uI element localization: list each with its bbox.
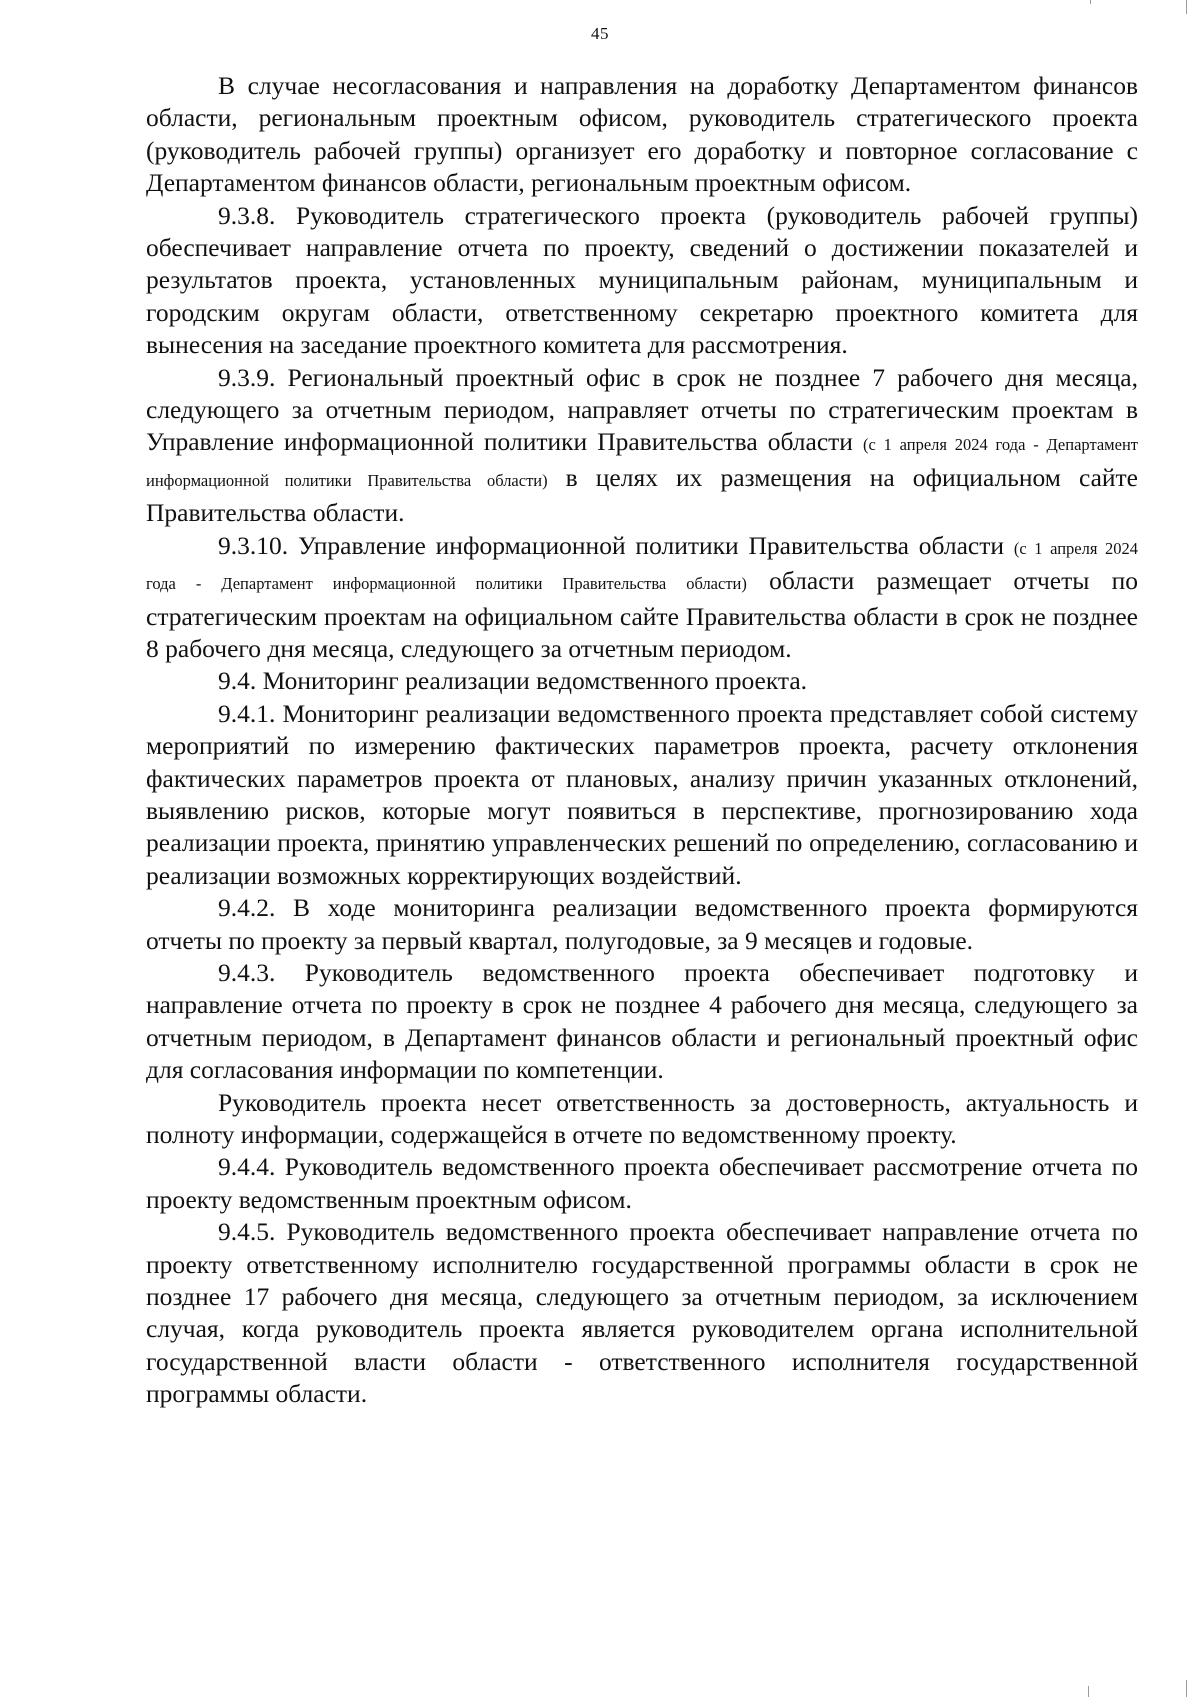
paragraph-text: 9.4.5. Руководитель ведомственного проекта обеспечивает направление отчета по проекту ответственному исполнителю государственной программы области в срок не позднее 17 рабочего дня месяца, следующего за отчетным периодом, за исключением случая, когда руководитель проекта является руководителем органа исполнительной государственной власти области - ответственного исполнителя государственной программы области. (146, 1217, 1138, 1409)
paragraph (146, 1151, 1138, 1216)
paragraph-text: 9.3.9. Региональный проектный офис в срок не позднее 7 рабочего дня месяца, следующего за отчетным периодом, направляет отчеты по стратегическим проектам в Управление информационной политики Правительства области (146, 362, 1138, 457)
paragraph (146, 698, 1138, 892)
paragraph (146, 530, 1138, 666)
inline-note-text: (с 1 апреля 2024 года - Департамент информационной политики Правительства области) (146, 538, 1138, 594)
paragraph-text: Руководитель проекта несет ответственность за достоверность, актуальность и полноту информации, содержащейся в отчете по ведомственному проекту. (146, 1087, 1138, 1149)
paragraph (146, 1216, 1138, 1410)
paragraph (146, 362, 1138, 530)
paragraph-text: 9.4.1. Мониторинг реализации ведомственного проекта представляет собой систему мероприятий по измерению фактических параметров проекта, расчету отклонения фактических параметров проекта от плановых, анализу причин указанных отклонений, выявлению рисков, которые могут появиться в перспективе, прогнозированию хода реализации проекта, принятию управленческих решений по определению, согласованию и реализации возможных корректирующих воздействий. (146, 698, 1138, 890)
paragraph (146, 1087, 1138, 1152)
scan-edge-mark (1090, 0, 1091, 4)
paragraph (146, 70, 1138, 200)
scan-edge-mark (1088, 1686, 1089, 1697)
paragraph-text: 9.4. Мониторинг реализации ведомственного проекта. (218, 666, 808, 696)
document-body (146, 70, 1138, 1411)
paragraph-text: 9.3.10. Управление информационной политики Правительства области (218, 530, 1014, 560)
paragraph-text: области размещает отчеты по стратегическим проектам на официальном сайте Правительства области в срок не позднее 8 рабочего дня месяца, следующего за отчетным периодом. (146, 566, 1138, 663)
paragraph-text: 9.4.4. Руководитель ведомственного проекта обеспечивает рассмотрение отчета по проекту ведомственным проектным офисом. (146, 1152, 1138, 1214)
paragraph-text: В случае несогласования и направления на доработку Департаментом финансов области, региональным проектным офисом, руководитель стратегического проекта (руководитель рабочей группы) организует его доработку и повторное согласование с Департаментом финансов области, региональным проектным офисом. (146, 71, 1138, 198)
paragraph (146, 957, 1138, 1087)
page-number: 45 (591, 24, 609, 43)
paragraph-text: в целях их размещения на официальном сайте Правительства области. (146, 462, 1139, 528)
scan-edge-mark (1186, 0, 1187, 14)
paragraph-text: 9.3.8. Руководитель стратегического проекта (руководитель рабочей группы) обеспечивает направление отчета по проекту, сведений о достижении показателей и результатов проекта, установленных муниципальным районам, муниципальным и городским округам области, ответственному секретарю проектного комитета для вынесения на заседание проектного комитета для рассмотрения. (146, 200, 1138, 360)
inline-note-text: (с 1 апреля 2024 года - Департамент информационной политики Правительства области) (146, 435, 1138, 490)
scan-edge-mark (1186, 1680, 1187, 1697)
paragraph-text: 9.4.2. В ходе мониторинга реализации ведомственного проекта формируются отчеты по проекту за первый квартал, полугодовые, за 9 месяцев и годовые. (146, 893, 1138, 955)
paragraph-text: 9.4.3. Руководитель ведомственного проекта обеспечивает подготовку и направление отчета по проекту в срок не позднее 4 рабочего дня месяца, следующего за отчетным периодом, в Департамент финансов области и региональный проектный офис для согласования информации по компетенции. (146, 957, 1138, 1085)
paragraph (146, 665, 1138, 697)
paragraph (146, 200, 1138, 362)
paragraph (146, 892, 1138, 957)
